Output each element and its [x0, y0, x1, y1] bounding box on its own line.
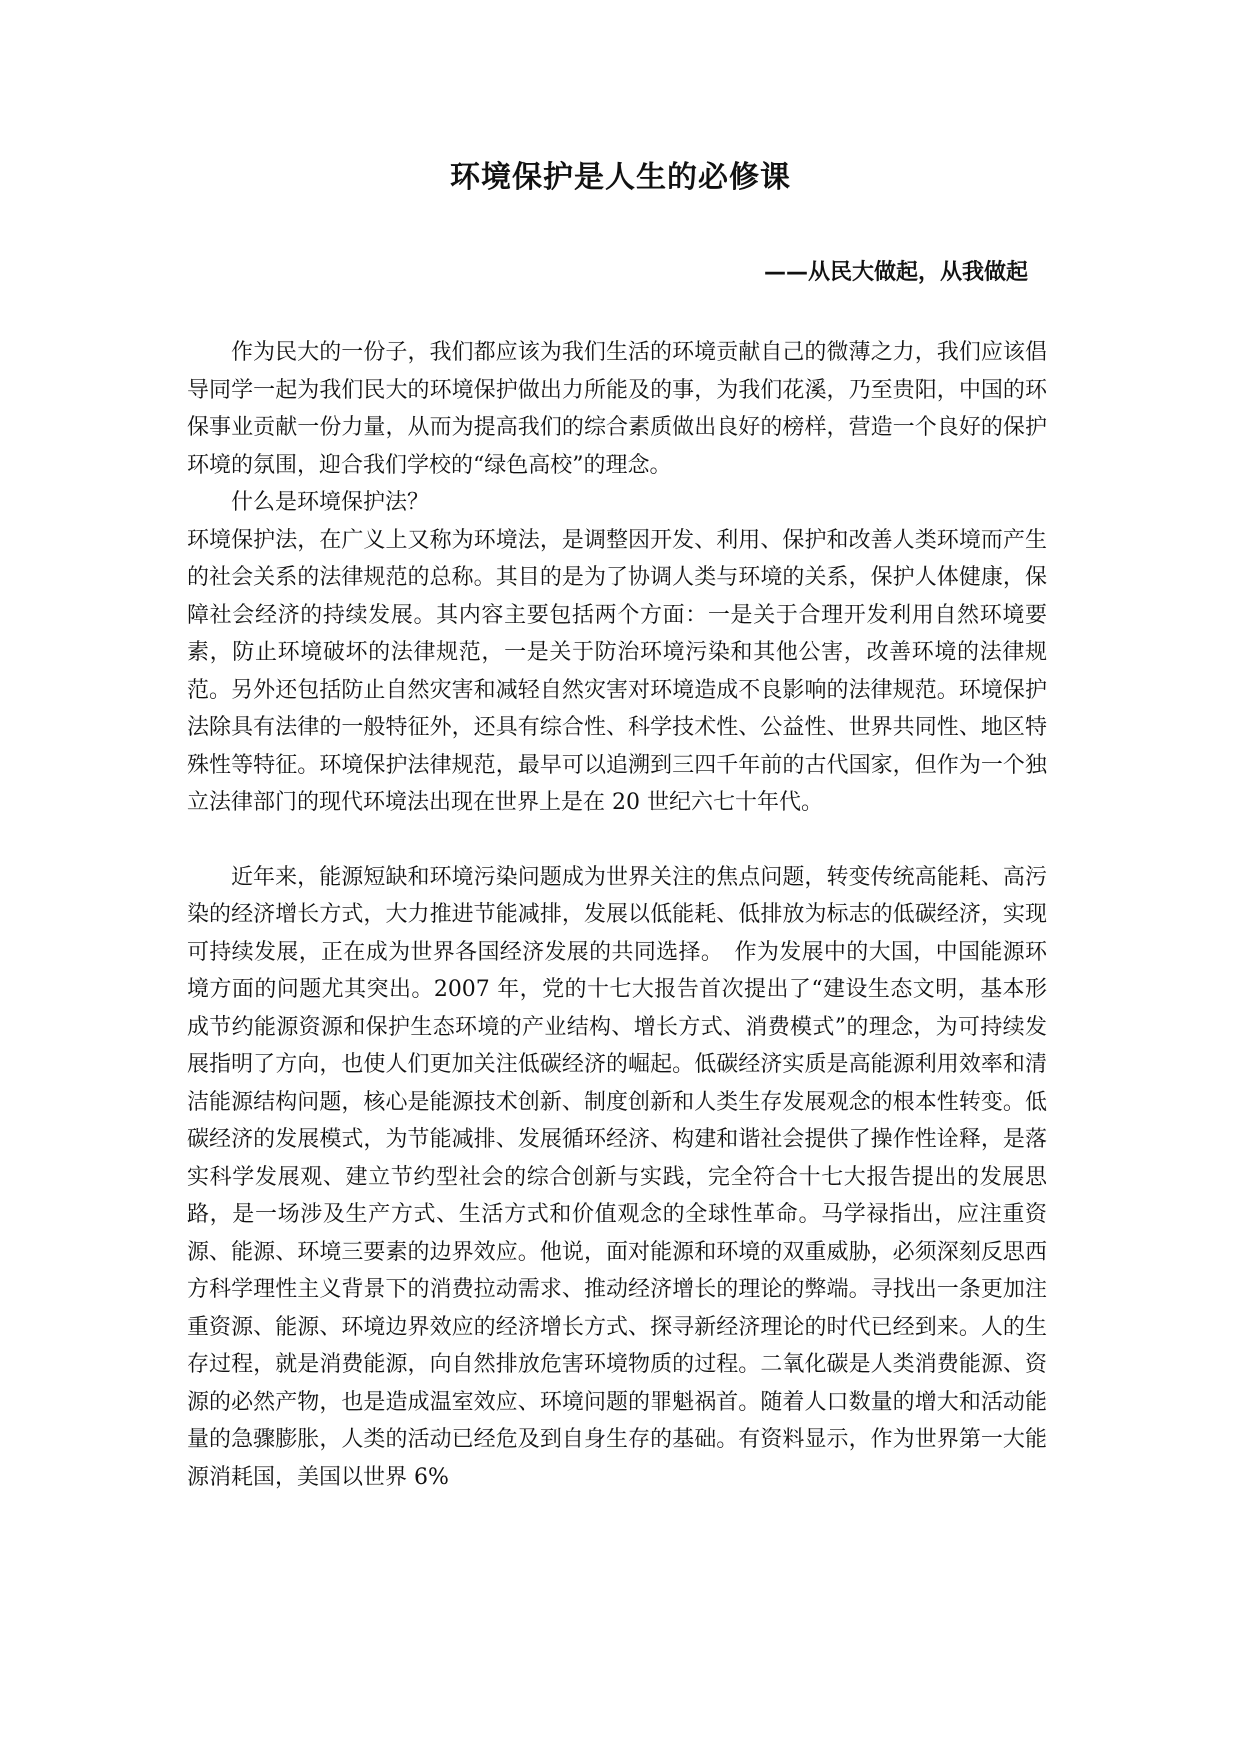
document-subtitle: ——从民大做起，从我做起 [763, 260, 1028, 285]
document-title: 环境保护是人生的必修课 [450, 160, 791, 195]
document-body [187, 334, 1047, 1496]
paragraph-law-definition: 环境保护法，在广义上又称为环境法，是调整因开发、利用、保护和改善人类环境而产生的社会关系的法律规范的总称。其目的是为了协调人类与环境的关系，保护人体健康，保障社会经济的持续发展。其内容主要包括两个方面：一是关于合理开发利用自然环境要素，防止环境破坏的法律规范，一是关于防治环境污染和其他公害，改善环境的法律规范。另外还包括防止自然灾害和减轻自然灾害对环境造成不良影响的法律规范。环境保护法除具有法律的一般特征外，还具有综合性、科学技术性、公益性、世界共同性、地区特殊性等特征。环境保护法律规范，最早可以追溯到三四千年前的古代国家，但作为一个独立法律部门的现代环境法出现在世界上是在 20 世纪六七十年代。 [187, 527, 1047, 815]
paragraph-question: 什么是环境保护法？ [231, 490, 430, 515]
paragraph-low-carbon: 近年来，能源短缺和环境污染问题成为世界关注的焦点问题，转变传统高能耗、高污染的经济增长方式，大力推进节能减排，发展以低能耗、低排放为标志的低碳经济，实现可持续发展，正在成为世界各国经济发展的共同选择。 作为发展中的大国，中国能源环境方面的问题尤其突出。2007 年，党的十七大报告首次提出了“建设生态文明，基本形成节约能源资源和保护生态环境的产业结构、增长方式、消费模式”的理念，为可持续发展指明了方向，也使人们更加关注低碳经济的崛起。低碳经济实质是高能源利用效率和清洁能源结构问题，核心是能源技术创新、制度创新和人类生存发展观念的根本性转变。低碳经济的发展模式，为节能减排、发展循环经济、构建和谐社会提供了操作性诠释，是落实科学发展观、建立节约型社会的综合创新与实践，完全符合十七大报告提出的发展思路，是一场涉及生产方式、生活方式和价值观念的全球性革命。马学禄指出，应注重资源、能源、环境三要素的边界效应。他说，面对能源和环境的双重威胁，必须深刻反思西方科学理性主义背景下的消费拉动需求、推动经济增长的理论的弊端。寻找出一条更加注重资源、能源、环境边界效应的经济增长方式、探寻新经济理论的时代已经到来。人的生存过程，就是消费能源，向自然排放危害环境物质的过程。二氧化碳是人类消费能源、资源的必然产物，也是造成温室效应、环境问题的罪魁祸首。随着人口数量的增大和活动能量的急骤膨胀，人类的活动已经危及到自身生存的基础。有资料显示，作为世界第一大能源消耗国，美国以世界 6% [187, 864, 1047, 1490]
paragraph-spacer [187, 822, 1047, 859]
paragraph-intro: 作为民大的一份子，我们都应该为我们生活的环境贡献自己的微薄之力，我们应该倡导同学一起为我们民大的环境保护做出力所能及的事，为我们花溪，乃至贵阳，中国的环保事业贡献一份力量，从而为提高我们的综合素质做出良好的榜样，营造一个良好的保护环境的氛围，迎合我们学校的“绿色高校”的理念。 [187, 340, 1047, 478]
